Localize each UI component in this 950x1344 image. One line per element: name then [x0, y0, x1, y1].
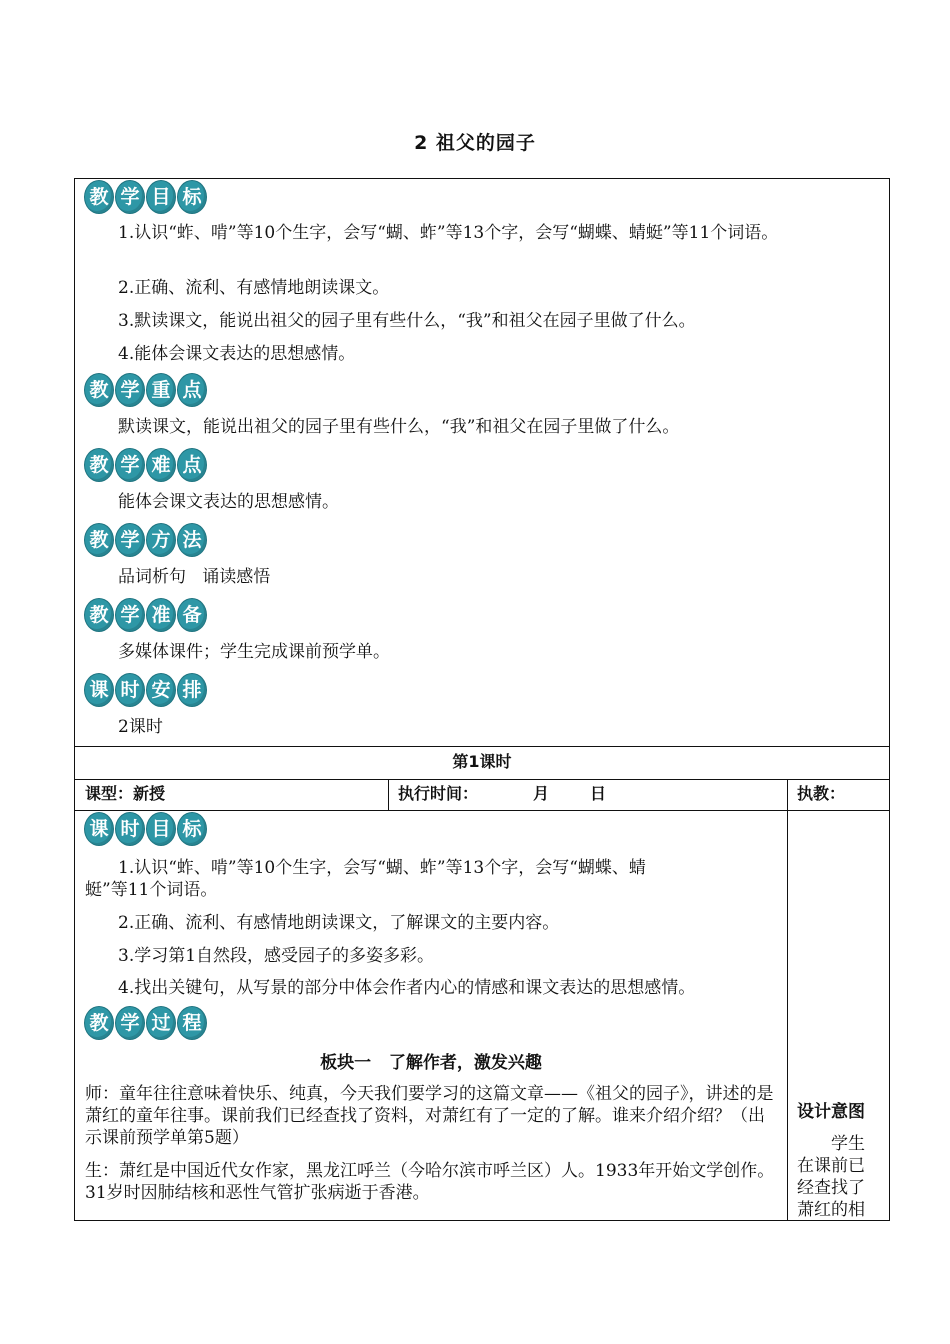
badge-lesson-goals: 课 时 目 标: [84, 812, 207, 846]
badge-teaching-goals: 教 学 目 标: [84, 180, 207, 214]
table-border-right: [889, 178, 890, 1221]
badge-schedule: 课 时 安 排: [84, 673, 207, 707]
lesson-type: 课型：新授: [85, 784, 166, 803]
method-text: 品词析句 诵读感悟: [118, 567, 271, 587]
lesson-goal-4: 4.找出关键句，从写景的部分中体会作者内心的情感和课文表达的思想感情。: [118, 978, 696, 998]
goal-item-2: 2.正确、流利、有感情地朗读课文。: [118, 278, 390, 298]
key-points-text: 默读课文，能说出祖父的园子里有些什么，“我”和祖父在园子里做了什么。: [118, 417, 680, 437]
lesson-month: 月: [533, 784, 550, 803]
lesson-teacher-label: 执教：: [797, 784, 846, 803]
block-one-title: 板块一 了解作者，激发兴趣: [320, 1053, 542, 1073]
difficulty-text: 能体会课文表达的思想感情。: [118, 492, 339, 512]
lesson-goal-3: 3.学习第1自然段，感受园子的多姿多彩。: [118, 946, 435, 966]
schedule-text: 2课时: [118, 717, 163, 737]
lesson-day: 日: [590, 784, 607, 803]
goal-item-4: 4.能体会课文表达的思想感情。: [118, 344, 356, 364]
design-intent-label: 设计意图: [797, 1102, 865, 1122]
design-intent-text: 学生在课前已经查找了萧红的相: [797, 1134, 865, 1219]
badge-method: 教 学 方 法: [84, 523, 207, 557]
badge-teaching-process: 教 学 过 程: [84, 1006, 207, 1040]
lesson-heading: 第1课时: [452, 752, 512, 771]
goal-item-3: 3.默读课文，能说出祖父的园子里有些什么，“我”和祖父在园子里做了什么。: [118, 311, 696, 331]
lesson-time-label: 执行时间：: [398, 784, 479, 803]
divider-lesson-body: [74, 810, 890, 811]
goal-item-1: 1.认识“蚱、啃”等10个生字，会写“蝴、蚱”等13个字，会写“蝴蝶、蜻蜓”等11个词语。: [118, 223, 779, 243]
preparation-text: 多媒体课件；学生完成课前预学单。: [118, 642, 390, 662]
page-title: 2 祖父的园子: [414, 132, 536, 154]
badge-preparation: 教 学 准 备: [84, 598, 207, 632]
lesson-goal-1a: 1.认识“蚱、啃”等10个生字，会写“蝴、蚱”等13个字，会写“蝴蝶、蜻: [118, 858, 646, 878]
badge-key-points: 教 学 重 点: [84, 373, 207, 407]
table-border-bottom: [74, 1220, 890, 1221]
lesson-goal-1b: 蜓”等11个词语。: [85, 880, 218, 900]
divider-time-col: [388, 779, 389, 811]
divider-lesson-heading: [74, 746, 890, 747]
student-speech: 生：萧红是中国近代女作家，黑龙江呼兰（今哈尔滨市呼兰区）人。1933年开始文学创作。31岁时因肺结核和恶性气管扩张病逝于香港。: [85, 1161, 775, 1203]
table-border-top: [74, 178, 890, 179]
divider-lesson-meta: [74, 779, 890, 780]
lesson-goal-2: 2.正确、流利、有感情地朗读课文，了解课文的主要内容。: [118, 913, 560, 933]
teacher-speech: 师：童年往往意味着快乐、纯真，今天我们要学习的这篇文章——《祖父的园子》，讲述的是萧红的童年往事。课前我们已经查找了资料，对萧红有了一定的了解。谁来介绍介绍？（出示课前预学单第5题）: [85, 1084, 774, 1148]
divider-teacher-col: [787, 779, 788, 1221]
badge-difficulty: 教 学 难 点: [84, 448, 207, 482]
